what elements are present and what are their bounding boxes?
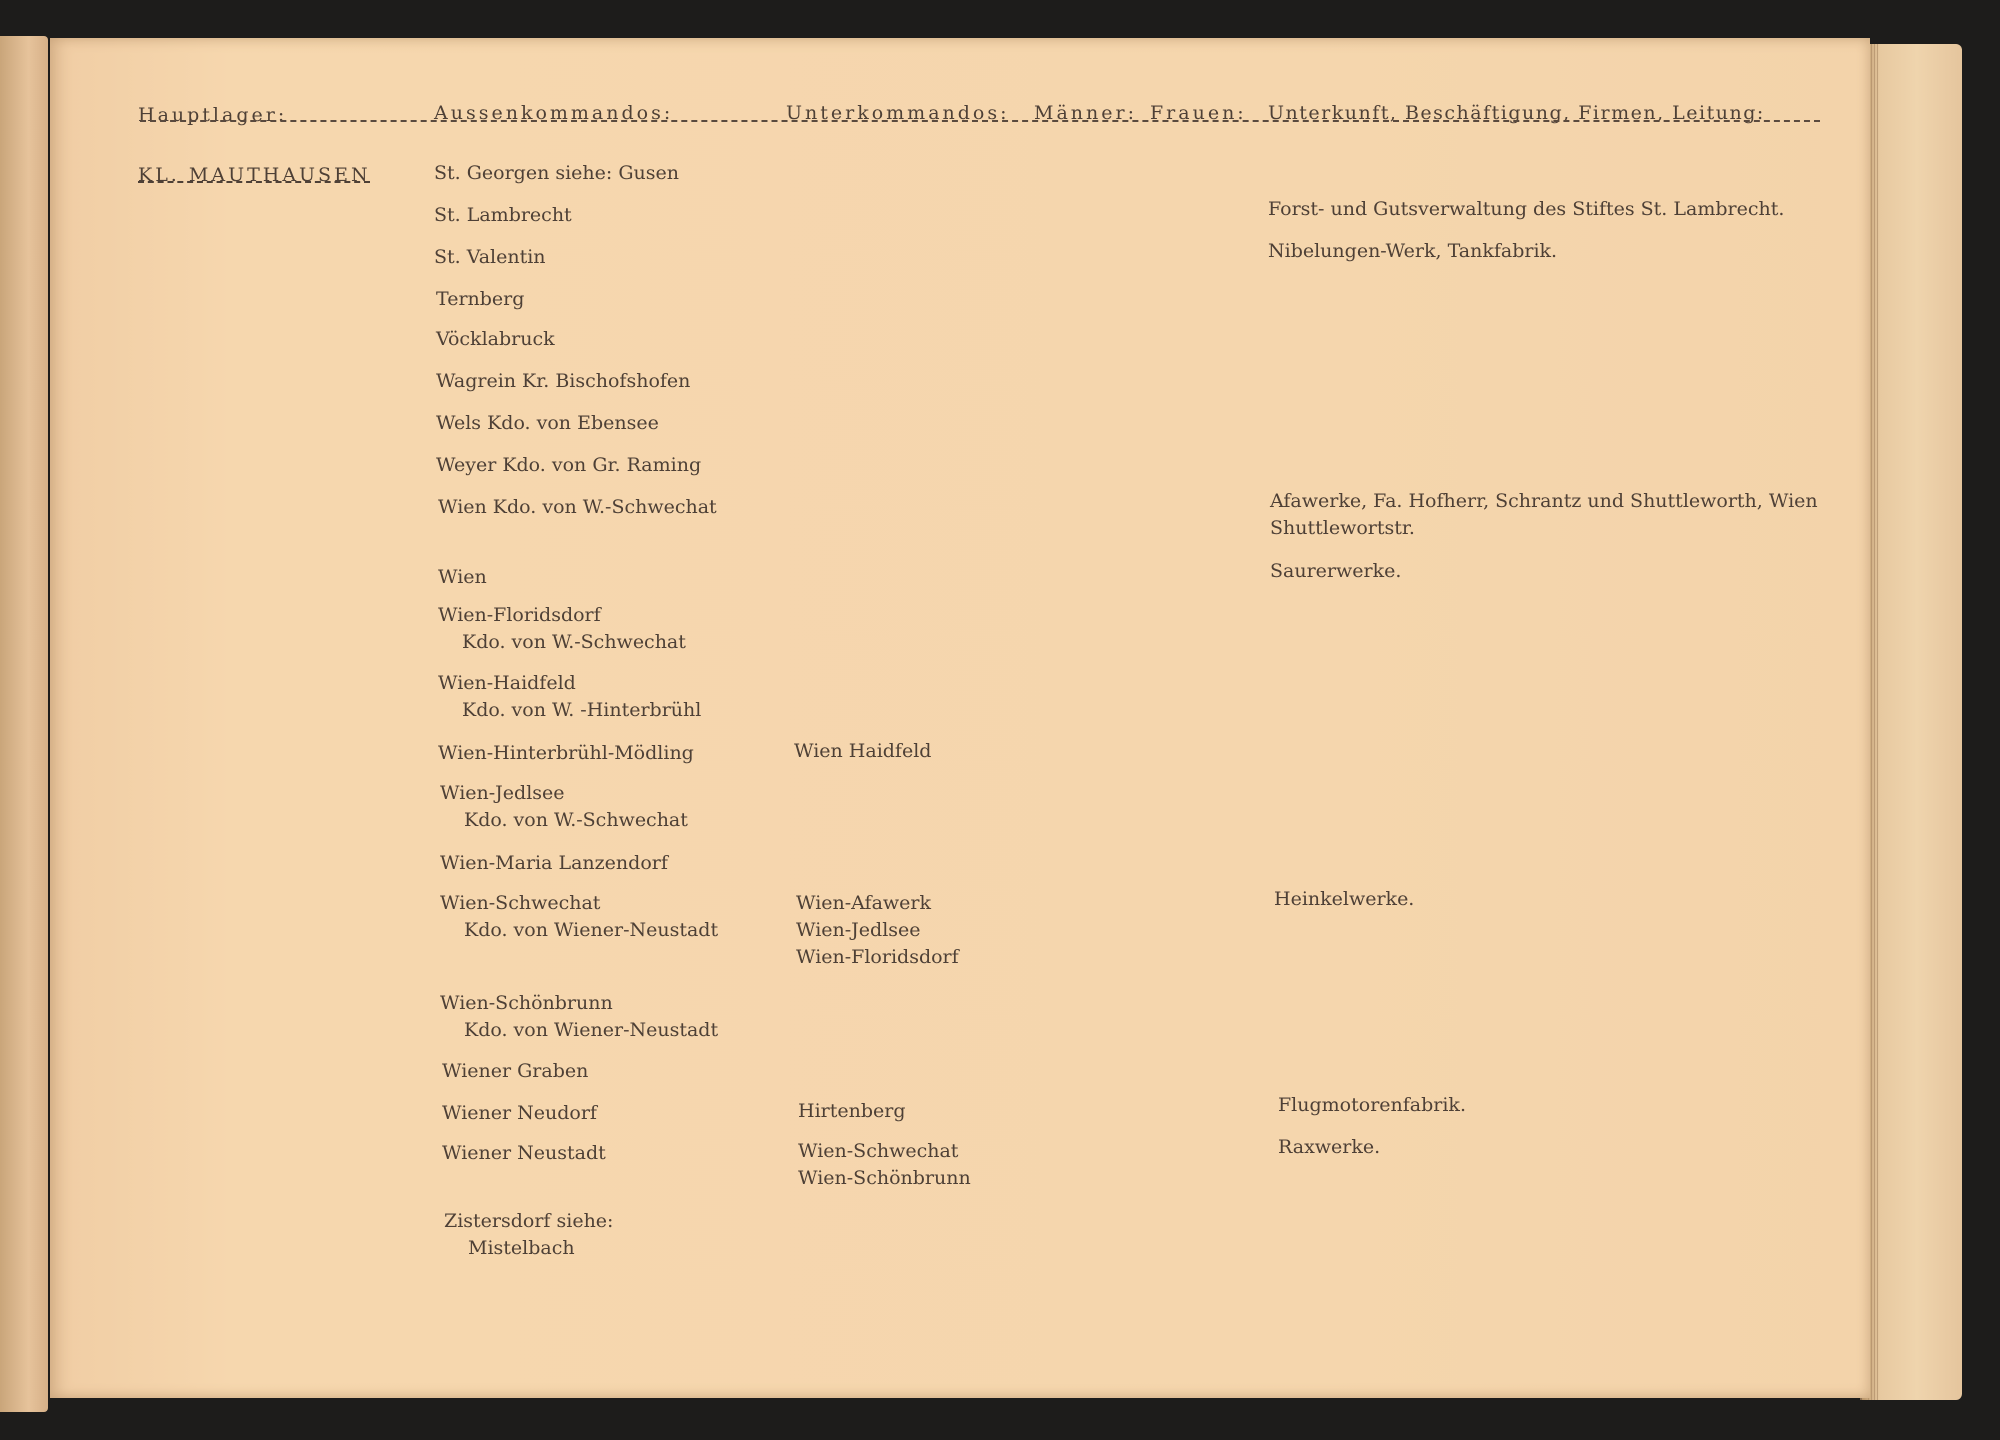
unter-item: Wien-Jedlsee	[796, 919, 921, 941]
unter-item: Wien-Floridsdorf	[796, 946, 959, 968]
entry-name: Wien-Floridsdorf	[438, 604, 601, 626]
header-unterkommandos: Unterkommandos:	[786, 102, 1010, 124]
entry-name: Wien-Schönbrunn	[440, 992, 613, 1014]
entry-sub: Mistelbach	[468, 1237, 575, 1259]
unter-wiener-neustadt	[798, 1138, 971, 1192]
entry-st-valentin: St. Valentin	[434, 246, 546, 268]
document-page	[50, 38, 1870, 1398]
entry-wiener-neustadt: Wiener Neustadt	[442, 1142, 606, 1164]
firm-raxwerke: Raxwerke.	[1278, 1136, 1381, 1158]
entry-ternberg: Ternberg	[436, 288, 525, 310]
unter-item: Wien-Schwechat	[798, 1140, 959, 1162]
entry-name: Wien-Jedlsee	[440, 782, 565, 804]
header-rule	[140, 120, 1820, 122]
entry-wien-floridsdorf	[438, 602, 686, 656]
entry-wien-hinterbruehl: Wien-Hinterbrühl-Mödling	[438, 742, 694, 764]
unter-wien-haidfeld: Wien Haidfeld	[794, 740, 932, 762]
entry-sub: Kdo. von W.-Schwechat	[464, 809, 688, 831]
facing-page-edge	[0, 36, 48, 1412]
entry-wien-haidfeld	[438, 670, 701, 724]
firm-st-lambrecht: Forst- und Gutsverwaltung des Stiftes St. Lambrecht.	[1268, 198, 1785, 220]
unter-hirtenberg: Hirtenberg	[798, 1100, 906, 1122]
firm-afawerke	[1270, 488, 1818, 542]
entry-name: Wien-Haidfeld	[438, 672, 576, 694]
entry-name: Wien-Schwechat	[440, 892, 601, 914]
firm-flugmotorenfabrik: Flugmotorenfabrik.	[1278, 1094, 1466, 1116]
entry-wiener-neudorf: Wiener Neudorf	[442, 1102, 597, 1124]
entry-wien-maria-lanzendorf: Wien-Maria Lanzendorf	[440, 852, 668, 874]
entry-voecklabruck: Vöcklabruck	[436, 328, 555, 350]
entry-st-lambrecht: St. Lambrecht	[434, 204, 572, 226]
header-unterkunft: Unterkunft, Beschäftigung, Firmen, Leitung:	[1268, 102, 1765, 124]
header-aussenkommandos: Aussenkommandos:	[434, 102, 674, 124]
entry-name: Zistersdorf siehe:	[444, 1210, 614, 1232]
entry-wiener-graben: Wiener Graben	[442, 1060, 589, 1082]
unter-item: Wien-Afawerk	[796, 892, 932, 914]
entry-wagrein: Wagrein Kr. Bischofshofen	[436, 370, 691, 392]
unter-item: Wien-Schönbrunn	[798, 1167, 971, 1189]
entry-wien-jedlsee	[440, 780, 688, 834]
header-hauptlager: Hauptlager:	[138, 104, 288, 126]
header-maenner: Männer:	[1034, 102, 1137, 124]
firm-saurerwerke: Saurerwerke.	[1270, 560, 1402, 582]
firm-heinkelwerke: Heinkelwerke.	[1274, 888, 1415, 910]
entry-wien-kdo: Wien Kdo. von W.-Schwechat	[438, 496, 717, 518]
camp-name: KL. MAUTHAUSEN	[138, 164, 371, 186]
entry-st-georgen: St. Georgen siehe: Gusen	[434, 162, 679, 184]
entry-wels: Wels Kdo. von Ebensee	[436, 412, 659, 434]
firm-afawerke-line1: Afawerke, Fa. Hofherr, Schrantz und Shuttleworth, Wien	[1270, 490, 1818, 512]
unter-wien-schwechat	[796, 890, 959, 971]
entry-sub: Kdo. von W.-Schwechat	[462, 631, 686, 653]
entry-sub: Kdo. von Wiener-Neustadt	[464, 919, 719, 941]
header-frauen: Frauen:	[1150, 102, 1247, 124]
entry-wien: Wien	[438, 566, 487, 588]
entry-sub: Kdo. von Wiener-Neustadt	[464, 1019, 719, 1041]
entry-zistersdorf	[444, 1208, 613, 1262]
entry-weyer: Weyer Kdo. von Gr. Raming	[436, 454, 702, 476]
firm-st-valentin: Nibelungen-Werk, Tankfabrik.	[1268, 240, 1558, 262]
firm-afawerke-line2: Shuttlewortstr.	[1270, 517, 1415, 539]
entry-wien-schwechat	[440, 890, 718, 944]
entry-wien-schoenbrunn	[440, 990, 718, 1044]
entry-sub: Kdo. von W. -Hinterbrühl	[462, 699, 702, 721]
page-stack-edge	[1860, 44, 1962, 1400]
